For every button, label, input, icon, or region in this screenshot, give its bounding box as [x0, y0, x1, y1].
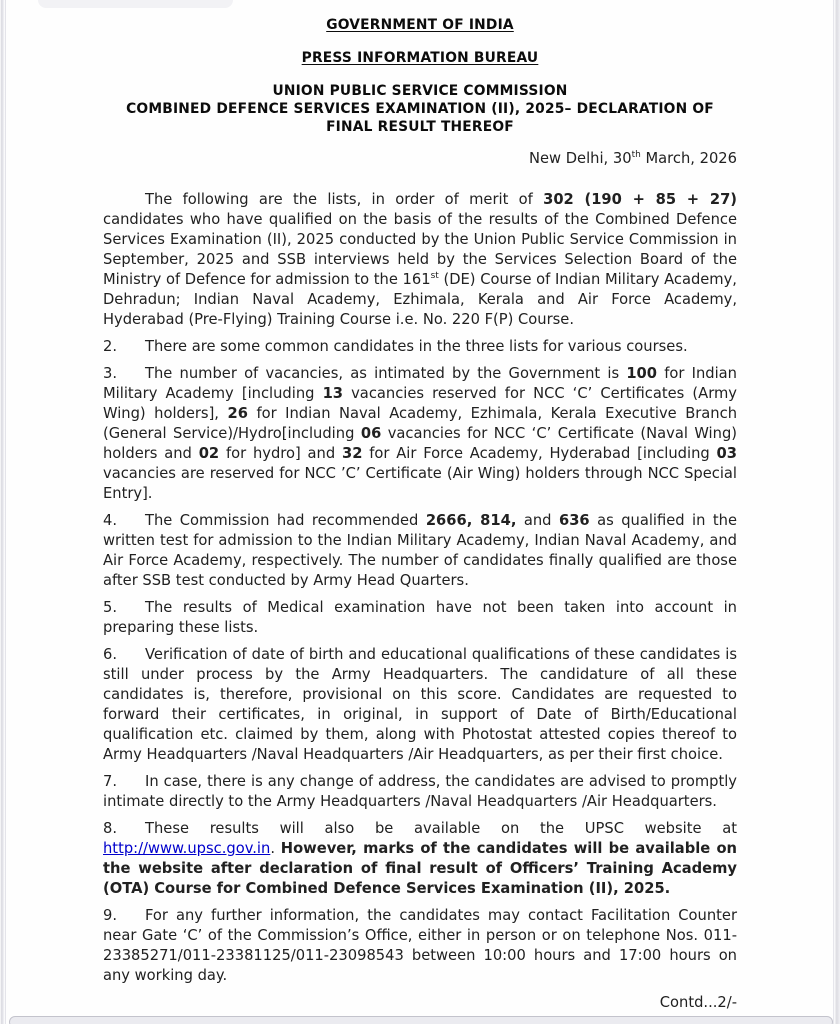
- text-run: The number of vacancies, as intimated by the Government is: [145, 365, 627, 382]
- upsc-website-link[interactable]: http://www.upsc.gov.in: [103, 840, 271, 857]
- text-run: vacancies are reserved for NCC ’C’ Certificate (Air Wing) holders through NCC Special Entry].: [103, 465, 737, 502]
- text-run: as qualified in the written test for admission to the Indian Military Academy, Indian Naval Academy, and Air Force Academy, respectively. The number of candidates finally qualified are those after SSB test conducted by Army Head Quarters.: [103, 512, 737, 589]
- text-run: vacancies for NCC ‘C’ Certificate (Naval Wing) holders and: [103, 425, 737, 462]
- paragraph-number: 6.: [103, 646, 118, 663]
- text-run: The results of Medical examination have not been taken into account in preparing these lists.: [103, 599, 737, 636]
- text-run: The Commission had recommended: [145, 512, 426, 529]
- paragraph-list: [103, 169, 737, 986]
- bold-text-run: 03: [716, 445, 737, 462]
- paragraph: [103, 598, 737, 638]
- heading-government-of-india: GOVERNMENT OF INDIA: [326, 17, 514, 33]
- paragraph: [103, 511, 737, 591]
- bold-text-run: 636: [558, 512, 590, 529]
- text-run: The following are the lists, in order of merit of: [145, 191, 544, 208]
- continuation-note: Contd...2/-: [659, 994, 737, 1011]
- page-edge-right: [833, 0, 840, 1024]
- bold-text-run: 32: [341, 445, 363, 462]
- paragraph-number: 4.: [103, 512, 118, 529]
- paragraph: [103, 337, 737, 357]
- text-run: for Indian Military Academy [including: [103, 365, 737, 402]
- paragraph: [103, 190, 737, 330]
- heading-exam-subject: COMBINED DEFENCE SERVICES EXAMINATION (II), 2025– DECLARATION OF FINAL RESULT THEREOF: [126, 101, 714, 135]
- text-run: There are some common candidates in the three lists for various courses.: [145, 338, 688, 355]
- paragraph: [103, 819, 737, 899]
- paragraph: [103, 364, 737, 504]
- text-run: for Indian Naval Academy, Ezhimala, Kerala Executive Branch (General Service)/Hydro[including: [103, 405, 737, 442]
- bold-text-run: 2666, 814,: [425, 512, 517, 529]
- paragraph-number: 9.: [103, 907, 118, 924]
- text-run: In case, there is any change of address, the candidates are advised to promptly intimate directly to the Army Headquarters /Naval Headquarters /Air Headquarters.: [103, 773, 737, 810]
- bottom-edge-bar: [9, 1016, 833, 1024]
- paragraph-number: 7.: [103, 773, 118, 790]
- paragraph: [103, 772, 737, 812]
- paragraph-number: 2.: [103, 338, 118, 355]
- text-run: candidates who have qualified on the basis of the results of the Combined Defence Services Examination (II), 2025 conducted by the Union Public Service Commission in September, 2025 and SSB interviews held by the Services Selection Board of the Ministry of Defence for admission to the 161: [103, 211, 737, 288]
- page-edge-left: [0, 0, 6, 1024]
- bold-text-run: 06: [360, 425, 382, 442]
- dateline: [103, 149, 737, 169]
- text-run: Verification of date of birth and educational qualifications of these candidates is still under process by the Army Headquarters. The candidature of all these candidates is, therefore, provisional on this score. Candidates are requested to forward their certificates, in original, in support of Date of Birth/Educational qualification etc. claimed by them, along with Photostat attested copies thereof to Army Headquarters /Naval Headquarters /Air Headquarters, as per their first choice.: [103, 646, 737, 763]
- text-run: March, 2026: [640, 150, 737, 167]
- paragraph-number: 3.: [103, 365, 118, 382]
- text-run: (DE) Course of Indian Military Academy, Dehradun; Indian Naval Academy, Ezhimala, Kerala and Air Force Academy, Hyderabad (Pre-Flying) Training Course i.e. No. 220 F(P) Course.: [103, 271, 737, 328]
- bold-text-run: 302 (190 + 85 + 27): [543, 191, 737, 208]
- heading-press-information-bureau: PRESS INFORMATION BUREAU: [301, 50, 539, 66]
- bold-text-run: However, marks of the candidates will be available on the website after declaration of final result of Officers’ Training Academy (OTA) Course for Combined Defence Services Examination (II), 2025.: [103, 840, 737, 897]
- superscript: st: [430, 271, 439, 282]
- bold-text-run: 02: [198, 445, 220, 462]
- bold-text-run: 13: [322, 385, 344, 402]
- bold-text-run: 100: [626, 365, 657, 382]
- text-run: for hydro] and: [219, 445, 342, 462]
- paragraph: [103, 906, 737, 986]
- bold-text-run: 26: [227, 405, 248, 422]
- text-run: New Delhi, 30: [529, 150, 632, 167]
- heading-block: [103, 82, 737, 136]
- paragraph: [103, 645, 737, 765]
- superscript: th: [631, 150, 641, 161]
- text-run: and: [516, 512, 559, 529]
- text-run: For any further information, the candidates may contact Facilitation Counter near Gate ‘C’ of the Commission’s Office, either in person or on telephone Nos. 011-23385271/011-23381125/011-23098543 between 10:00 hours and 17:00 hours on any working day.: [103, 907, 737, 984]
- paragraph-number: 5.: [103, 599, 118, 616]
- text-run: These results will also be available on the UPSC website at: [145, 820, 737, 837]
- text-run: vacancies reserved for NCC ‘C’ Certificates (Army Wing) holders],: [103, 385, 737, 422]
- heading-upsc: UNION PUBLIC SERVICE COMMISSION: [272, 83, 568, 99]
- paragraph-number: 8.: [103, 820, 118, 837]
- text-run: for Air Force Academy, Hyderabad [including: [362, 445, 717, 462]
- text-run: .: [270, 840, 281, 857]
